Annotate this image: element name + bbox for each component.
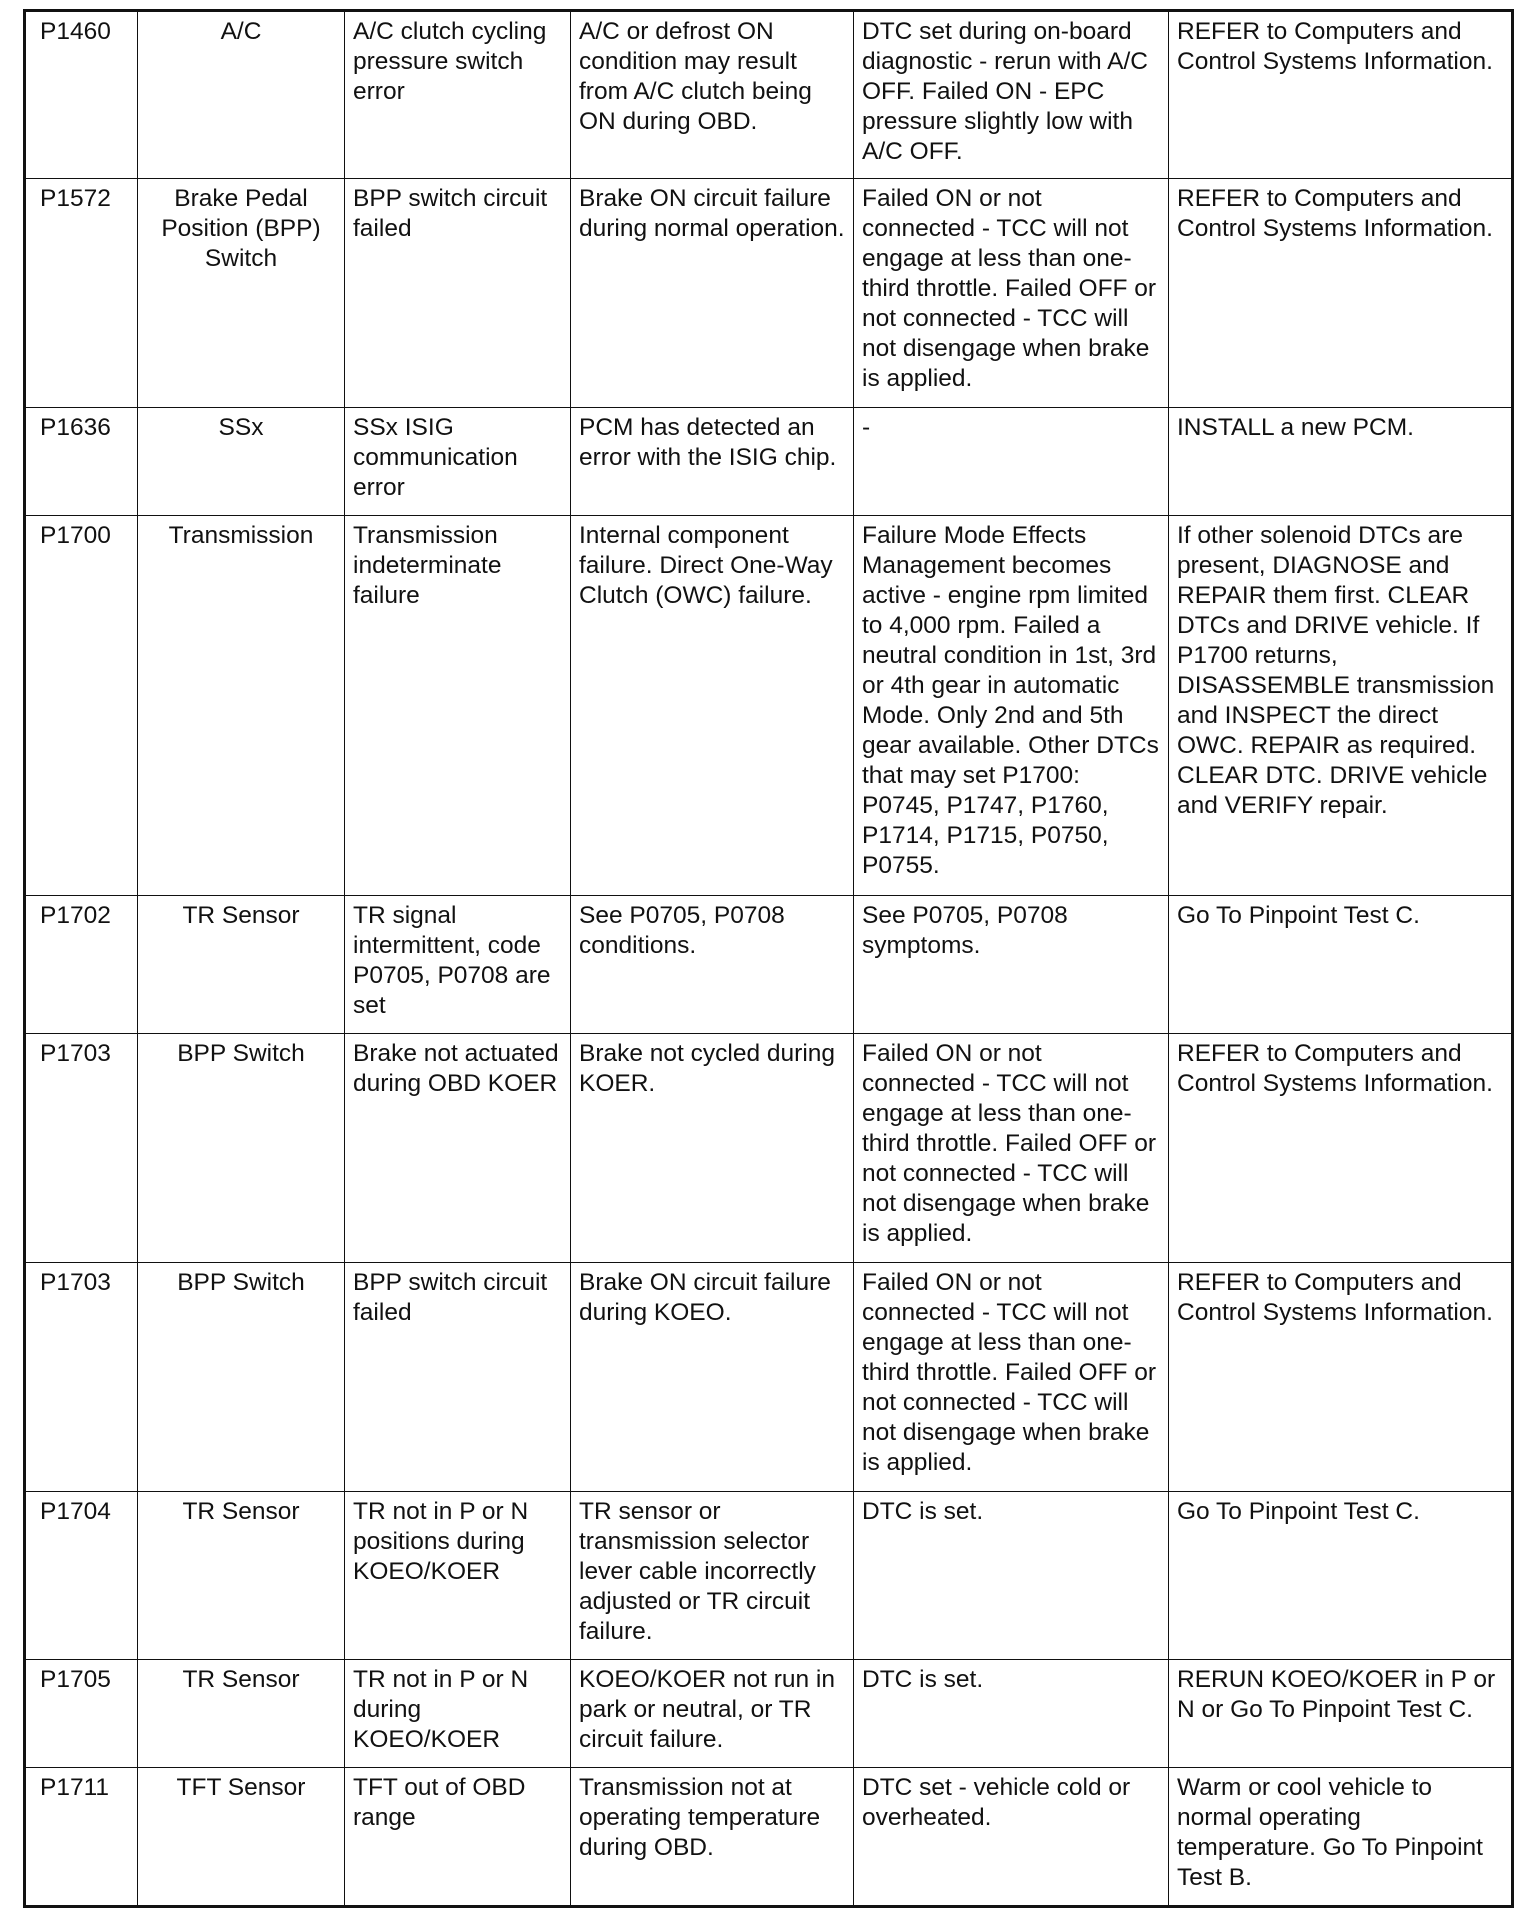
- dtc-code-cell: P1572: [25, 179, 138, 408]
- condition-cell: Brake ON circuit failure during normal operation.: [571, 179, 854, 408]
- action-cell: REFER to Computers and Control Systems Information.: [1169, 11, 1513, 179]
- condition-cell: Brake not cycled during KOER.: [571, 1034, 854, 1263]
- component-cell: A/C: [138, 11, 345, 179]
- dtc-code-cell: P1636: [25, 408, 138, 516]
- table-row: [25, 179, 1513, 408]
- dtc-code-cell: P1703: [25, 1263, 138, 1492]
- dtc-code-cell: P1703: [25, 1034, 138, 1263]
- action-cell: REFER to Computers and Control Systems Information.: [1169, 1034, 1513, 1263]
- component-cell: TR Sensor: [138, 1492, 345, 1660]
- description-cell: BPP switch circuit failed: [345, 1263, 571, 1492]
- component-cell: SSx: [138, 408, 345, 516]
- table-row: [25, 1263, 1513, 1492]
- component-cell: BPP Switch: [138, 1263, 345, 1492]
- table-row: [25, 1768, 1513, 1907]
- component-cell: Brake Pedal Position (BPP) Switch: [138, 179, 345, 408]
- condition-cell: Transmission not at operating temperature during OBD.: [571, 1768, 854, 1907]
- action-cell: Warm or cool vehicle to normal operating temperature. Go To Pinpoint Test B.: [1169, 1768, 1513, 1907]
- component-cell: TR Sensor: [138, 1660, 345, 1768]
- component-cell: TFT Sensor: [138, 1768, 345, 1907]
- condition-cell: A/C or defrost ON condition may result from A/C clutch being ON during OBD.: [571, 11, 854, 179]
- description-cell: Brake not actuated during OBD KOER: [345, 1034, 571, 1263]
- action-cell: Go To Pinpoint Test C.: [1169, 1492, 1513, 1660]
- action-cell: RERUN KOEO/KOER in P or N or Go To Pinpoint Test C.: [1169, 1660, 1513, 1768]
- table-row: [25, 896, 1513, 1034]
- dtc-code-cell: P1705: [25, 1660, 138, 1768]
- table-row: [25, 408, 1513, 516]
- table-row: [25, 516, 1513, 896]
- table-row: [25, 1034, 1513, 1263]
- table-row: [25, 1492, 1513, 1660]
- condition-cell: See P0705, P0708 conditions.: [571, 896, 854, 1034]
- symptom-cell: DTC is set.: [854, 1660, 1169, 1768]
- action-cell: REFER to Computers and Control Systems Information.: [1169, 179, 1513, 408]
- symptom-cell: DTC is set.: [854, 1492, 1169, 1660]
- condition-cell: KOEO/KOER not run in park or neutral, or TR circuit failure.: [571, 1660, 854, 1768]
- symptom-cell: Failed ON or not connected - TCC will not engage at less than one-third throttle. Failed OFF or not connected - TCC will not disengage when brake is applied.: [854, 1263, 1169, 1492]
- component-cell: BPP Switch: [138, 1034, 345, 1263]
- component-cell: TR Sensor: [138, 896, 345, 1034]
- description-cell: TFT out of OBD range: [345, 1768, 571, 1907]
- condition-cell: Brake ON circuit failure during KOEO.: [571, 1263, 854, 1492]
- action-cell: Go To Pinpoint Test C.: [1169, 896, 1513, 1034]
- description-cell: TR not in P or N positions during KOEO/KOER: [345, 1492, 571, 1660]
- symptom-cell: Failed ON or not connected - TCC will not engage at less than one-third throttle. Failed OFF or not connected - TCC will not disengage when brake is applied.: [854, 1034, 1169, 1263]
- action-cell: INSTALL a new PCM.: [1169, 408, 1513, 516]
- symptom-cell: Failure Mode Effects Management becomes active - engine rpm limited to 4,000 rpm. Failed a neutral condition in 1st, 3rd or 4th gear in automatic Mode. Only 2nd and 5th gear available. Other DTCs that may set P1700: P0745, P1747, P1760, P1714, P1715, P0750, P0755.: [854, 516, 1169, 896]
- description-cell: Transmission indeterminate failure: [345, 516, 571, 896]
- description-cell: TR not in P or N during KOEO/KOER: [345, 1660, 571, 1768]
- description-cell: BPP switch circuit failed: [345, 179, 571, 408]
- dtc-code-cell: P1702: [25, 896, 138, 1034]
- dtc-code-cell: P1711: [25, 1768, 138, 1907]
- dtc-table: [23, 9, 1514, 1908]
- dtc-code-cell: P1700: [25, 516, 138, 896]
- description-cell: A/C clutch cycling pressure switch error: [345, 11, 571, 179]
- condition-cell: PCM has detected an error with the ISIG chip.: [571, 408, 854, 516]
- symptom-cell: DTC set during on-board diagnostic - rerun with A/C OFF. Failed ON - EPC pressure slightly low with A/C OFF.: [854, 11, 1169, 179]
- condition-cell: Internal component failure. Direct One-Way Clutch (OWC) failure.: [571, 516, 854, 896]
- table-row: [25, 1660, 1513, 1768]
- description-cell: SSx ISIG communication error: [345, 408, 571, 516]
- action-cell: If other solenoid DTCs are present, DIAGNOSE and REPAIR them first. CLEAR DTCs and DRIVE vehicle. If P1700 returns, DISASSEMBLE transmission and INSPECT the direct OWC. REPAIR as required. CLEAR DTC. DRIVE vehicle and VERIFY repair.: [1169, 516, 1513, 896]
- component-cell: Transmission: [138, 516, 345, 896]
- symptom-cell: See P0705, P0708 symptoms.: [854, 896, 1169, 1034]
- table-row: [25, 11, 1513, 179]
- symptom-cell: Failed ON or not connected - TCC will not engage at less than one-third throttle. Failed OFF or not connected - TCC will not disengage when brake is applied.: [854, 179, 1169, 408]
- symptom-cell: DTC set - vehicle cold or overheated.: [854, 1768, 1169, 1907]
- dtc-code-cell: P1704: [25, 1492, 138, 1660]
- condition-cell: TR sensor or transmission selector lever cable incorrectly adjusted or TR circuit failure.: [571, 1492, 854, 1660]
- action-cell: REFER to Computers and Control Systems Information.: [1169, 1263, 1513, 1492]
- description-cell: TR signal intermittent, code P0705, P0708 are set: [345, 896, 571, 1034]
- symptom-cell: -: [854, 408, 1169, 516]
- dtc-code-cell: P1460: [25, 11, 138, 179]
